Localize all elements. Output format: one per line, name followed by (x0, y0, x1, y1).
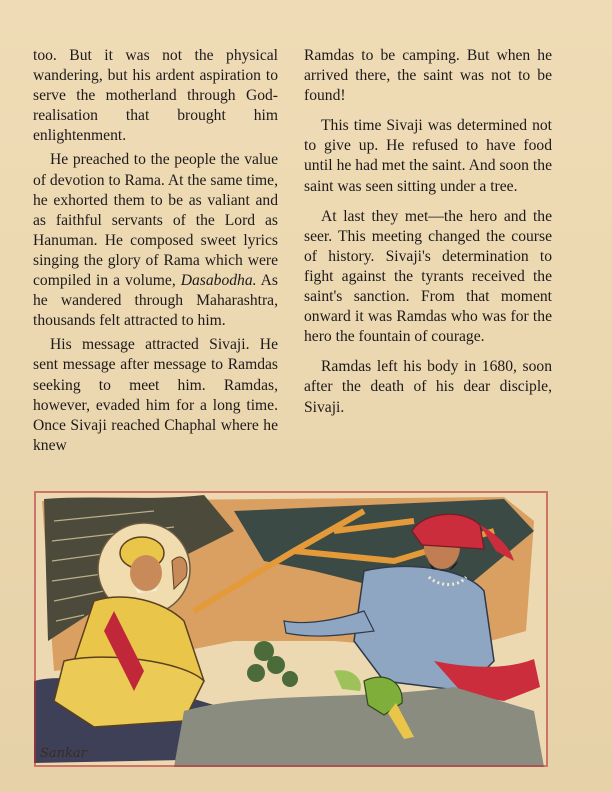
right-paragraph-4: Ramdas left his body in 1680, soon after the death of his dear disciple, Sivaji. (304, 358, 552, 416)
left-text-column (33, 46, 278, 460)
left-paragraph-1: too. But it was not the physical wandering, but his ardent aspiration to serve the motherland through God-realisation that brought him enlightenment. (33, 47, 278, 145)
right-paragraph-2: This time Sivaji was determined not to give up. He refused to have food until he had met the saint. And soon the saint was seen sitting under a tree. (304, 117, 552, 195)
left-paragraph-2-text: He preached to the people the value of devotion to Rama. At the same time, he exhorted them to be as valiant and as faithful servants of the Lord as Hanuman. He composed sweet lyrics singing the glory of Rama which were compiled in a volume, (33, 151, 278, 290)
book-title-dasabodha: Dasabodha. (180, 272, 257, 290)
right-text-column (304, 46, 552, 422)
illustration-drawing (34, 491, 548, 767)
left-paragraph-2 (33, 150, 278, 331)
illustration-saint-and-warrior (34, 491, 548, 767)
left-paragraph-2-end: As he wandered through Maharashtra, thousands felt attracted to him. (33, 272, 278, 330)
right-paragraph-1: Ramdas to be camping. But when he arrived there, the saint was not to be found! (304, 47, 552, 105)
left-paragraph-3: His message attracted Sivaji. He sent message after message to Ramdas seeking to meet him. Ramdas, however, evaded him for a long time. Once Sivaji reached Chaphal where he knew (33, 336, 278, 454)
right-paragraph-3: At last they met—the hero and the seer. This meeting changed the course of history. Sivaji's determination to fight against the tyrants received the saint's sanction. From that moment onward it was Ramdas who was for the hero the fountain of courage. (304, 207, 552, 346)
artist-signature: Sankar (40, 746, 87, 761)
